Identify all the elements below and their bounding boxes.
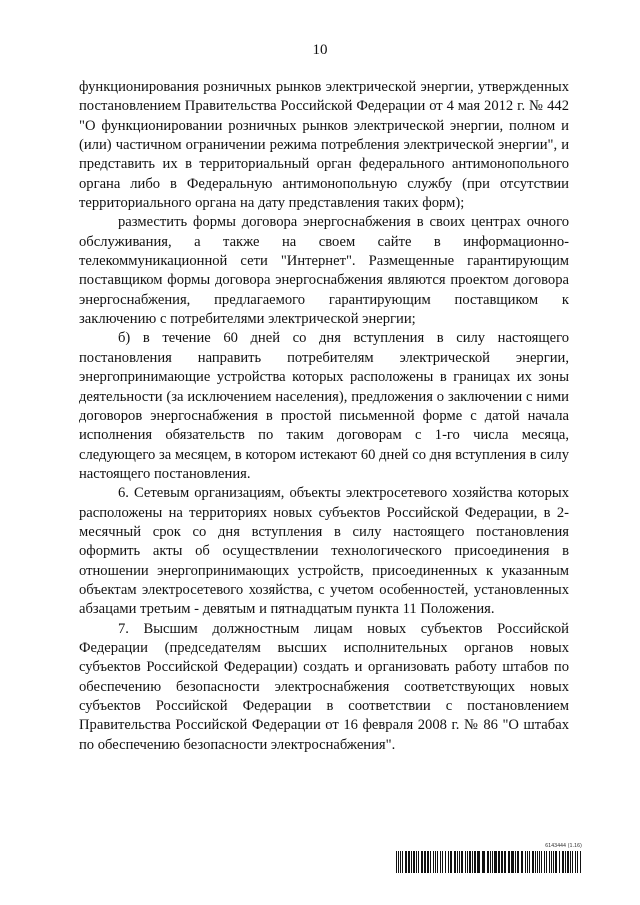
paragraph-item-7: 7. Высшим должностным лицам новых субъектов Российской Федерации (председателям высших исполнительных органов новых субъектов Российской Федерации) создать и организовать работу штабов по обеспечению безопасности электроснабжения соответствующих новых субъектов Российской Федерации в соответствии с постановлением Правительства Российской Федерации от 16 февраля 2008 г. № 86 "О штабах по обеспечению безопасности электроснабжения". <box>79 620 569 753</box>
page-number: 10 <box>312 42 328 58</box>
document-footer <box>396 843 582 873</box>
paragraph-item-6: 6. Сетевым организациям, объекты электросетевого хозяйства которых расположены на территориях новых субъектов Российской Федерации, в 2-месячный срок со дня вступления в силу настоящего постановления оформить акты об осуществлении технологического присоединения в отношении энергопринимающих устройств, присоединенных к указанным объектам электросетевого хозяйства, с учетом особенностей, установленных абзацами третьим - девятым и пятнадцатым пункта 11 Положения. <box>79 485 569 618</box>
barcode-icon <box>396 851 582 873</box>
paragraph-publish-forms: разместить формы договора энергоснабжения в своих центрах очного обслуживания, а также на своем сайте в информационно-телекоммуникационной сети "Интернет". Размещенные гарантирующим поставщиком формы договора энергоснабжения являются проектом договора энергоснабжения, предлагаемого гарантирующим поставщиком к заключению с потребителями электрической энергии; <box>79 214 569 328</box>
document-body <box>79 78 569 755</box>
paragraph-continuation: функционирования розничных рынков электрической энергии, утвержденных постановлением Правительства Российской Федерации от 4 мая 2012 г. № 442 "О функционировании розничных рынков электрической энергии, полном и (или) частичном ограничении режима потребления электрической энергии", и представить их в территориальный орган федерального антимонопольного органа либо в Федеральную антимонопольную службу (при отсутствии территориального органа на дату представления таких форм); <box>79 79 569 212</box>
paragraph-subitem-b: б) в течение 60 дней со дня вступления в силу настоящего постановления направить потребителям электрической энергии, энергопринимающие устройства которых расположены в границах их зоны деятельности (за исключением населения), предложения о заключении с ними договоров энергоснабжения в простой письменной форме с датой начала исполнения обязательств по таким договорам с 1-го числа месяца, следующего за месяцем, в котором истекают 60 дней со дня вступления в силу настоящего постановления. <box>79 330 569 482</box>
footer-code: 6143444 (1.16) <box>545 843 582 849</box>
